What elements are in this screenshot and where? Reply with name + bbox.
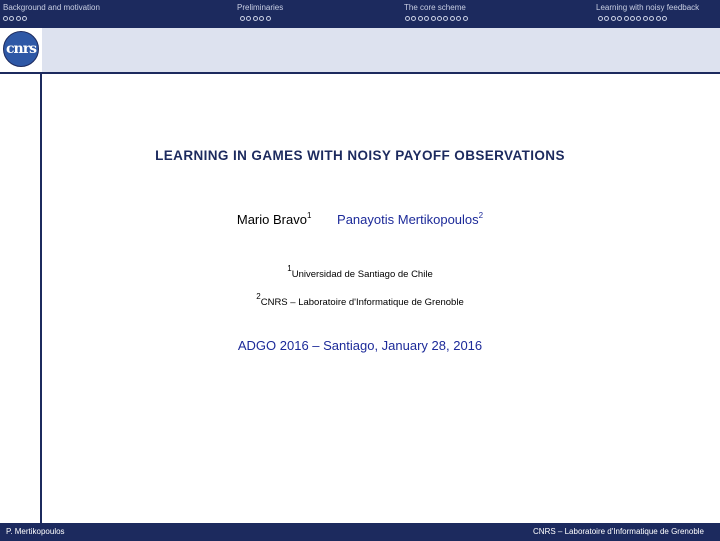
affiliation-mark: 2 [256,292,261,301]
author-name: Mario Bravo [236,212,307,227]
author-affiliation-mark: 1 [306,211,312,220]
nav-slide-dot[interactable] [411,16,416,21]
affiliation-text: Universidad de Santiago de Chile [291,269,433,280]
affiliation-2 [0,292,720,308]
event-date-line: ADGO 2016 – Santiago, January 28, 2016 [237,338,483,353]
navigation-bar [0,0,720,28]
nav-dots-background[interactable] [3,16,27,21]
nav-slide-dot[interactable] [266,16,271,21]
affiliation-1 [0,264,720,280]
frame-title-bar [42,28,720,72]
nav-slide-dot[interactable] [240,16,245,21]
affiliation-text: CNRS – Laboratoire d'Informatique de Grenoble [260,297,464,308]
nav-slide-dot[interactable] [405,16,410,21]
nav-slide-dot[interactable] [617,16,622,21]
nav-slide-dot[interactable] [16,16,21,21]
nav-dots-preliminaries[interactable] [240,16,271,21]
nav-slide-dot[interactable] [624,16,629,21]
nav-slide-dot[interactable] [649,16,654,21]
author-mertikopoulos [337,212,483,227]
cnrs-logo-text: cnrs [6,41,36,57]
affiliation-mark: 1 [287,264,292,273]
nav-section-label[interactable]: Background and motivation [3,3,100,12]
footer-institution: CNRS – Laboratoire d'Informatique de Grenoble [533,527,704,536]
nav-section-label[interactable]: The core scheme [404,3,466,12]
authors-line [0,211,720,227]
nav-slide-dot[interactable] [253,16,258,21]
slide-title: LEARNING IN GAMES WITH NOISY PAYOFF OBSERVATIONS [155,148,565,163]
nav-slide-dot[interactable] [9,16,14,21]
nav-dots-core-scheme[interactable] [405,16,468,21]
nav-slide-dot[interactable] [656,16,661,21]
nav-slide-dot[interactable] [636,16,641,21]
nav-section-preliminaries[interactable] [237,3,283,12]
nav-slide-dot[interactable] [450,16,455,21]
nav-slide-dot[interactable] [424,16,429,21]
nav-slide-dot[interactable] [611,16,616,21]
nav-dots-noisy-feedback[interactable] [598,16,667,21]
nav-slide-dot[interactable] [259,16,264,21]
footer-author: P. Mertikopoulos [6,527,65,536]
author-name: Panayotis Mertikopoulos [337,212,479,227]
nav-section-core-scheme[interactable] [404,3,466,12]
nav-slide-dot[interactable] [431,16,436,21]
footer-bar [0,523,720,541]
nav-slide-dot[interactable] [246,16,251,21]
nav-slide-dot[interactable] [3,16,8,21]
nav-slide-dot[interactable] [463,16,468,21]
nav-slide-dot[interactable] [598,16,603,21]
cnrs-logo [3,31,39,67]
nav-section-label[interactable]: Preliminaries [237,3,284,12]
nav-slide-dot[interactable] [456,16,461,21]
nav-slide-dot[interactable] [443,16,448,21]
nav-slide-dot[interactable] [604,16,609,21]
horizontal-divider [0,72,720,74]
nav-slide-dot[interactable] [418,16,423,21]
nav-slide-dot[interactable] [22,16,27,21]
nav-section-label[interactable]: Learning with noisy feedback [596,3,700,12]
nav-slide-dot[interactable] [662,16,667,21]
nav-slide-dot[interactable] [437,16,442,21]
author-bravo [237,212,312,227]
nav-slide-dot[interactable] [630,16,635,21]
nav-section-background[interactable] [3,3,100,12]
nav-section-noisy-feedback[interactable] [596,3,699,12]
author-affiliation-mark: 2 [478,211,484,220]
nav-slide-dot[interactable] [643,16,648,21]
